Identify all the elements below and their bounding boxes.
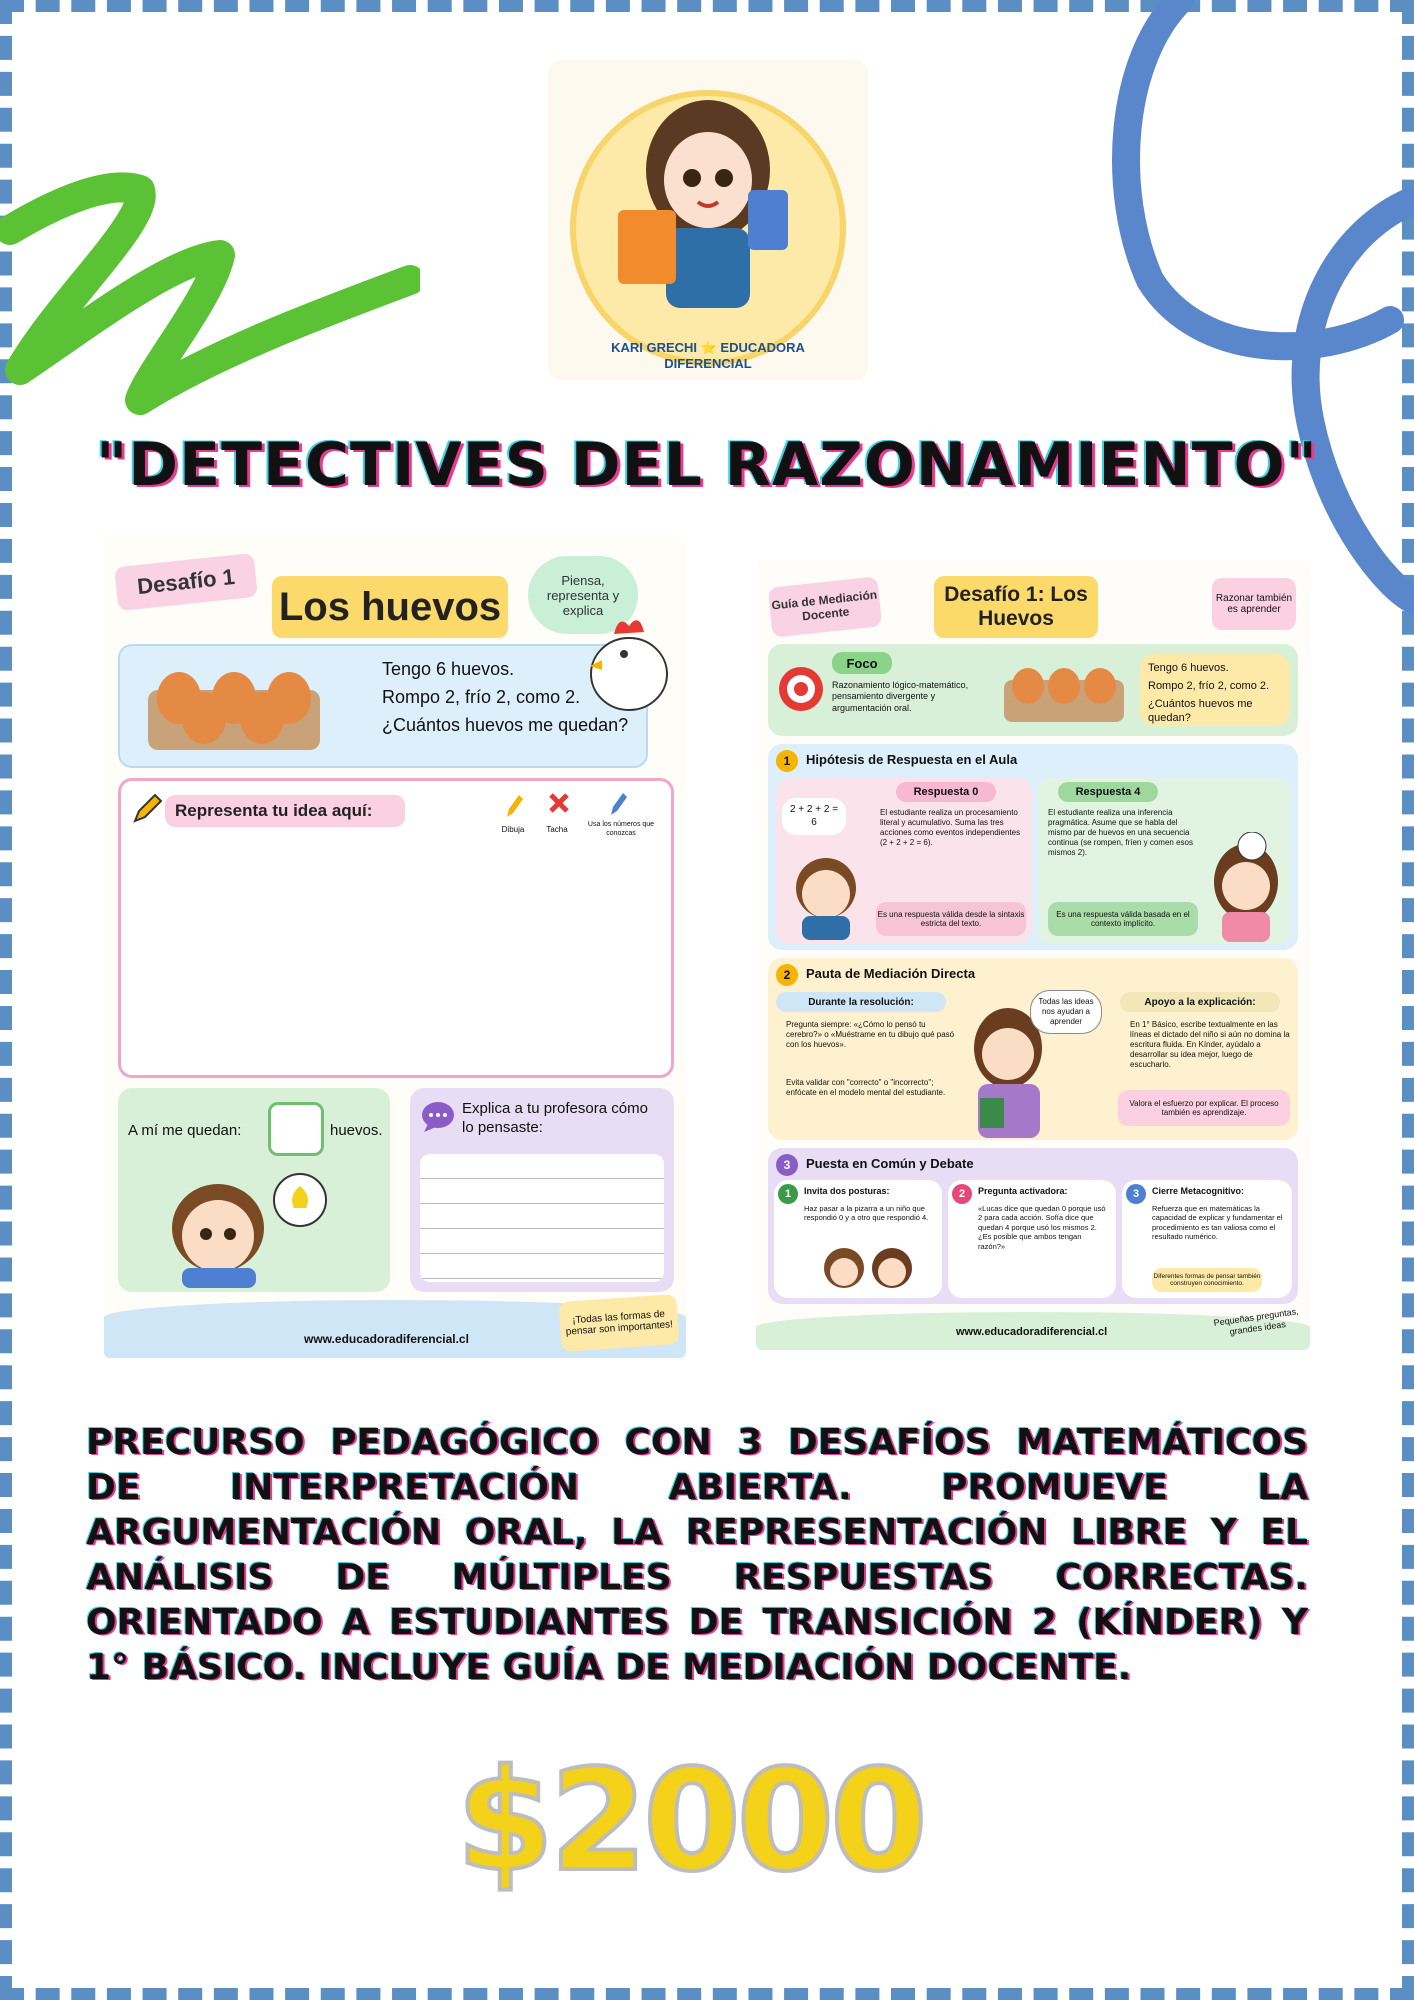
pencil-icon <box>131 791 165 825</box>
egg-carton-small-icon <box>1000 656 1128 726</box>
response-4-text: El estudiante realiza una inferencia pragmática. Asume que se habla del mismo par de huevos en una secuencia continua (se rompen, fríen y comen esos mismos 2). <box>1048 808 1193 857</box>
blue-loop-decoration <box>1090 0 1414 620</box>
tool-cross: Tacha <box>546 825 568 834</box>
answer-input[interactable] <box>268 1102 324 1156</box>
worksheet-preview <box>104 536 686 1358</box>
support-item: En 1° Básico, escribe textualmente en las líneas el dictado del niño si aún no domina la escritura fluida. En Kínder, ayúdalo a desarrollar su idea mejor, luego de escucharlo. <box>1130 1020 1290 1069</box>
green-scribble-decoration <box>0 80 420 420</box>
section-3-title: Puesta en Común y Debate <box>806 1156 974 1171</box>
target-icon <box>776 664 826 714</box>
guide-badge: Razonar también es aprender <box>1212 578 1296 630</box>
focus-text: Razonamiento lógico-matemático, pensamiento divergente y argumentación oral. <box>832 680 969 713</box>
guide-footer-note: Pequeñas preguntas, grandes ideas <box>1213 1306 1300 1338</box>
debate-3-note: Diferentes formas de pensar también construyen conocimiento. <box>1152 1268 1262 1292</box>
response-4-card <box>1038 778 1290 944</box>
guide-problem-2: Rompo 2, frío 2, como 2. <box>1148 680 1270 692</box>
answer-suffix: huevos. <box>330 1122 383 1139</box>
cross-tool-icon <box>547 791 571 815</box>
main-title: "DETECTIVES DEL RAZONAMIENTO" <box>96 430 1318 500</box>
guide-website[interactable]: www.educadoradiferencial.cl <box>956 1326 1108 1338</box>
teacher-bubble: Todas las ideas nos ayudan a aprender <box>1030 990 1102 1034</box>
drawing-area[interactable] <box>118 778 674 1078</box>
thinking-boy-small-icon <box>786 854 866 940</box>
focus-label: Foco <box>832 652 892 674</box>
section-debate <box>768 1148 1298 1304</box>
guide-problem <box>1140 654 1290 726</box>
explain-lines[interactable] <box>420 1154 664 1282</box>
guide-problem-1: Tengo 6 huevos. <box>1148 662 1229 674</box>
problem-line-2: Rompo 2, frío 2, como 2. <box>382 687 581 707</box>
response-0-bubble: 2 + 2 + 2 = 6 <box>782 798 846 835</box>
debate-1-number: 1 <box>778 1184 798 1204</box>
debate-2-number: 2 <box>952 1184 972 1204</box>
tool-numbers: Usa los números que conozcas <box>587 821 655 837</box>
section-2-number: 2 <box>776 964 798 986</box>
logo-text: KARI GRECHI ⭐ EDUCADORA DIFERENCIAL <box>611 340 805 372</box>
support-note: Valora el esfuerzo por explicar. El proceso también es aprendizaje. <box>1118 1090 1290 1126</box>
kids-icon <box>814 1244 924 1298</box>
website[interactable]: www.educadoradiferencial.cl <box>304 1332 469 1346</box>
during-item-1: Pregunta siempre: «¿Cómo lo pensó tu cerebro?» o «Muéstrame en tu dibujo qué pasó con los huevos». <box>786 1020 955 1049</box>
thinking-girl-icon <box>1206 832 1286 942</box>
price: $2000 <box>456 1740 924 1903</box>
section-3-number: 3 <box>776 1154 798 1176</box>
blue-pencil-icon <box>607 789 629 819</box>
response-0-text: El estudiante realiza un procesamiento literal y acumulativo. Suma las tres acciones como eventos independientes (2 + 2 + 2 = 6). <box>880 808 1021 847</box>
egg-carton-icon <box>144 660 324 756</box>
pencil-tool-icon <box>503 791 525 821</box>
debate-3-number: 3 <box>1126 1184 1146 1204</box>
explain-box <box>410 1088 674 1292</box>
logo <box>548 60 868 380</box>
during-item-2: Evita validar con "correcto" o "incorrecto"; enfócate en el modelo mental del estudiante. <box>786 1078 946 1097</box>
guide-title: Desafío 1: Los Huevos <box>934 576 1098 638</box>
focus-box <box>768 644 1298 736</box>
response-4-note: Es una respuesta válida basada en el contexto implícito. <box>1048 902 1198 936</box>
debate-1-text: Haz pasar a la pizarra a un niño que respondió 0 y a otro que respondió 4. <box>804 1204 929 1223</box>
section-2-title: Pauta de Mediación Directa <box>806 966 976 981</box>
teacher-guide-preview <box>756 560 1310 1350</box>
footer-note: ¡Todas las formas de pensar son importantes! <box>558 1294 679 1352</box>
problem-line-3: ¿Cuántos huevos me quedan? <box>382 715 629 735</box>
guide-problem-3: ¿Cuántos huevos me quedan? <box>1148 698 1253 724</box>
represent-label: Representa tu idea aquí: <box>165 795 405 827</box>
response-0-label: Respuesta 0 <box>896 782 996 802</box>
guide-tag: Guía de Mediación Docente <box>768 576 883 637</box>
worksheet-title: Los huevos <box>272 576 508 638</box>
product-description: PRECURSO PEDAGÓGICO CON 3 DESAFÍOS MATEMÁTICOS DE INTERPRETACIÓN ABIERTA. PROMUEVE LA ARGUMENTACIÓN ORAL, LA REPRESENTACIÓN LIBRE Y EL ANÁLISIS DE MÚLTIPLES RESPUESTAS CORRECTAS. ORIENTADO A ESTUDIANTES DE TRANSICIÓN 2 (KÍNDER) Y 1° BÁSICO. INCLUYE GUÍA DE MEDIACIÓN DOCENTE. <box>86 1422 1308 1688</box>
challenge-tag: Desafío 1 <box>114 553 258 611</box>
speech-bubble-icon <box>420 1100 456 1134</box>
think-badge: Piensa, representa y explica <box>528 556 638 634</box>
debate-3-label: Cierre Metacognitivo: <box>1152 1186 1245 1196</box>
debate-card-3 <box>1122 1180 1292 1298</box>
section-hypotheses <box>768 744 1298 950</box>
tool-draw: Dibuja <box>501 825 525 834</box>
response-4-label: Respuesta 4 <box>1058 782 1158 802</box>
debate-3-text: Refuerza que en matemáticas la capacidad de explicar y fundamentar el procedimiento es tan valiosa como el resultado numérico. <box>1152 1204 1283 1242</box>
section-1-number: 1 <box>776 750 798 772</box>
during-label: Durante la resolución: <box>776 992 946 1012</box>
answer-box <box>118 1088 390 1292</box>
chicken-icon <box>584 604 674 714</box>
debate-2-text: «Lucas dice que quedan 0 porque usó 2 para cada acción. Sofía dice que quedan 4 porque usó los mismos 2. ¿Es posible que ambos tengan razón?» <box>978 1204 1106 1251</box>
problem-box <box>118 644 648 768</box>
section-1-title: Hipótesis de Respuesta en el Aula <box>806 752 1018 767</box>
debate-2-label: Pregunta activadora: <box>978 1186 1068 1196</box>
response-0-note: Es una respuesta válida desde la sintaxis estricta del texto. <box>876 902 1026 936</box>
explain-prompt: Explica a tu profesora cómo lo pensaste: <box>462 1100 648 1136</box>
debate-1-label: Invita dos posturas: <box>804 1186 890 1196</box>
debate-card-2 <box>948 1180 1116 1298</box>
answer-prefix: A mí me quedan: <box>128 1122 242 1139</box>
support-label: Apoyo a la explicación: <box>1120 992 1280 1012</box>
section-mediation <box>768 958 1298 1140</box>
response-0-card <box>776 778 1032 944</box>
thinking-boy-icon <box>138 1168 338 1288</box>
debate-card-1 <box>774 1180 942 1298</box>
problem-line-1: Tengo 6 huevos. <box>382 659 515 679</box>
